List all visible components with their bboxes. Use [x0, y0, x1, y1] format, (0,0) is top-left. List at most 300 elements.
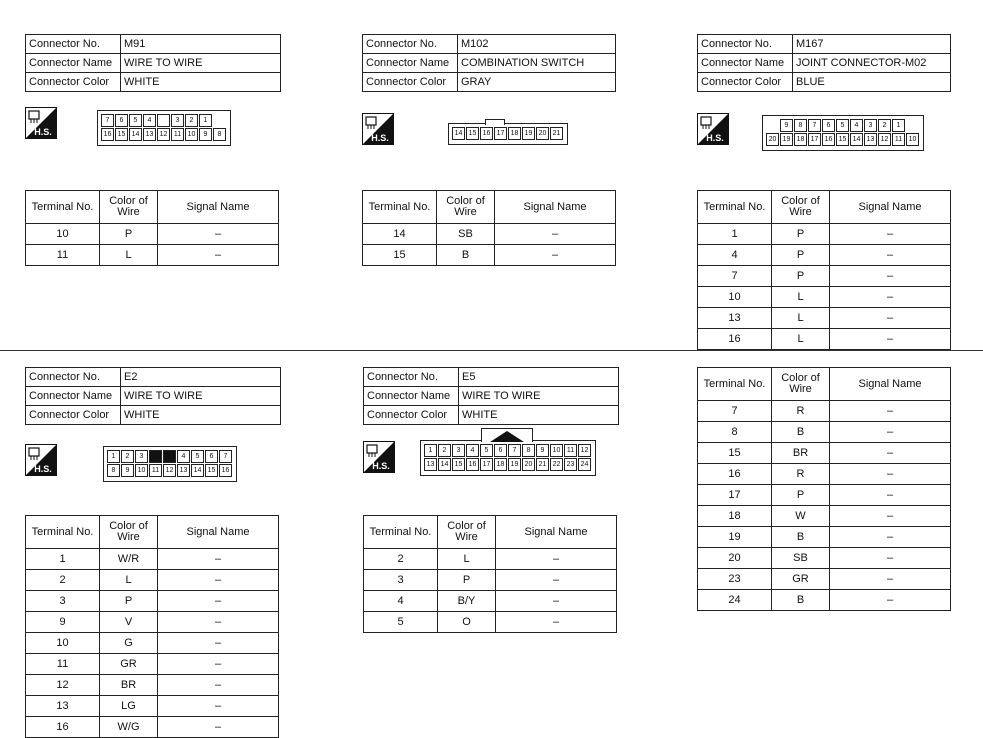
- table-row: [698, 224, 951, 245]
- terminal-no: 16: [698, 329, 772, 350]
- signal-name: –: [496, 570, 617, 591]
- signal-name: –: [830, 308, 951, 329]
- wire-color-header: [437, 191, 495, 224]
- connector-pin: [149, 450, 162, 463]
- wire-color-header-line2: Wire: [789, 383, 812, 395]
- table-row: [26, 224, 279, 245]
- terminal-no-header: Terminal No.: [26, 516, 100, 549]
- wire-color: B: [437, 245, 495, 266]
- signal-name: –: [495, 224, 616, 245]
- signal-name: –: [830, 224, 951, 245]
- connector-pin: 5: [191, 450, 204, 463]
- table-row: [363, 224, 616, 245]
- connector-no-label: Connector No.: [26, 368, 121, 387]
- wire-color: P: [438, 570, 496, 591]
- terminal-no: 16: [698, 464, 772, 485]
- connector-pin: 14: [191, 464, 204, 477]
- wire-color: P: [100, 591, 158, 612]
- connector-info-e2: [25, 367, 281, 425]
- connector-pin: 15: [452, 458, 465, 471]
- terminal-no-header: Terminal No.: [698, 191, 772, 224]
- wire-color: L: [438, 549, 496, 570]
- connector-info-m91: [25, 34, 281, 92]
- terminal-no: 24: [698, 590, 772, 611]
- connector-pin: 2: [438, 444, 451, 457]
- connector-pin: 20: [766, 133, 779, 146]
- hs-icon: [25, 107, 57, 139]
- connector-pin: 9: [199, 128, 212, 141]
- section-divider: [0, 350, 983, 351]
- connector-pin: [163, 450, 176, 463]
- connector-color-value: WHITE: [121, 73, 281, 92]
- terminal-no: 11: [26, 654, 100, 675]
- connector-info-m167: [697, 34, 951, 92]
- connector-pin: 5: [836, 119, 849, 132]
- signal-name-header: Signal Name: [495, 191, 616, 224]
- signal-name: –: [158, 696, 279, 717]
- terminal-no: 4: [364, 591, 438, 612]
- connector-pin: 15: [836, 133, 849, 146]
- table-row: [698, 422, 951, 443]
- signal-name: –: [830, 266, 951, 287]
- signal-name: –: [158, 570, 279, 591]
- table-row: [363, 245, 616, 266]
- connector-no-label: Connector No.: [26, 35, 121, 54]
- connector-pin: 24: [578, 458, 591, 471]
- terminal-no: 9: [26, 612, 100, 633]
- table-row: [26, 549, 279, 570]
- connector-pin: 10: [185, 128, 198, 141]
- connector-pin: 3: [452, 444, 465, 457]
- connector-pin: 12: [163, 464, 176, 477]
- table-row: [364, 591, 617, 612]
- terminal-no: 2: [26, 570, 100, 591]
- connector-color-label: Connector Color: [26, 73, 121, 92]
- terminal-table-m167: [697, 190, 951, 350]
- connector-pin: 6: [115, 114, 128, 127]
- signal-name: –: [830, 548, 951, 569]
- wire-color: L: [772, 329, 830, 350]
- connector-name-value: WIRE TO WIRE: [121, 387, 281, 406]
- terminal-no: 15: [698, 443, 772, 464]
- terminal-no: 11: [26, 245, 100, 266]
- signal-name-header: Signal Name: [158, 516, 279, 549]
- connector-info-e5: [363, 367, 619, 425]
- connector-pin: 3: [864, 119, 877, 132]
- wire-color-header-line1: Color of: [447, 520, 486, 532]
- terminal-no: 1: [698, 224, 772, 245]
- connector-color-label: Connector Color: [364, 406, 459, 425]
- signal-name-header: Signal Name: [830, 191, 951, 224]
- table-row: [26, 570, 279, 591]
- table-row: [698, 464, 951, 485]
- wire-color: SB: [437, 224, 495, 245]
- connector-color-label: Connector Color: [363, 73, 458, 92]
- connector-pin: 14: [438, 458, 451, 471]
- wire-color-header-line1: Color of: [781, 195, 820, 207]
- connector-face-e2: [103, 446, 237, 482]
- table-row: [698, 308, 951, 329]
- table-row: [698, 287, 951, 308]
- table-row: [698, 266, 951, 287]
- connector-no-value: M102: [458, 35, 616, 54]
- signal-name: –: [158, 612, 279, 633]
- signal-name: –: [830, 506, 951, 527]
- wire-color: SB: [772, 548, 830, 569]
- connector-pin: 3: [135, 450, 148, 463]
- terminal-no: 12: [26, 675, 100, 696]
- connector-no-value: E2: [121, 368, 281, 387]
- table-row: [698, 590, 951, 611]
- connector-pin: 15: [205, 464, 218, 477]
- wire-color-header-line2: Wire: [117, 531, 140, 543]
- connector-pin: 21: [536, 458, 549, 471]
- wire-color: P: [772, 266, 830, 287]
- connector-face-m91: [97, 110, 231, 146]
- terminal-no-header: Terminal No.: [26, 191, 100, 224]
- connector-pin: 9: [121, 464, 134, 477]
- signal-name: –: [158, 224, 279, 245]
- signal-name: –: [495, 245, 616, 266]
- connector-pin: 21: [550, 127, 563, 140]
- table-row: [698, 485, 951, 506]
- connector-pin: 22: [550, 458, 563, 471]
- connector-no-label: Connector No.: [363, 35, 458, 54]
- terminal-no: 4: [698, 245, 772, 266]
- connector-pin: 17: [494, 127, 507, 140]
- signal-name: –: [158, 549, 279, 570]
- signal-name: –: [158, 591, 279, 612]
- terminal-table-m102: [362, 190, 616, 266]
- wire-color: L: [100, 245, 158, 266]
- wire-color: GR: [772, 569, 830, 590]
- signal-name: –: [830, 485, 951, 506]
- wire-color: B: [772, 590, 830, 611]
- table-row: [698, 443, 951, 464]
- wire-color: GR: [100, 654, 158, 675]
- table-row: [26, 633, 279, 654]
- connector-pin: 15: [466, 127, 479, 140]
- wire-color: P: [772, 485, 830, 506]
- signal-name: –: [158, 675, 279, 696]
- wire-color-header-line1: Color of: [109, 195, 148, 207]
- wire-color: W: [772, 506, 830, 527]
- hs-icon: [697, 113, 729, 145]
- wire-color: G: [100, 633, 158, 654]
- terminal-table-m91: [25, 190, 279, 266]
- connector-no-value: M91: [121, 35, 281, 54]
- signal-name: –: [830, 245, 951, 266]
- connector-pin: 6: [205, 450, 218, 463]
- connector-info-m102: [362, 34, 616, 92]
- connector-pin: 1: [424, 444, 437, 457]
- signal-name: –: [830, 569, 951, 590]
- table-row: [698, 245, 951, 266]
- terminal-table-e5-continued: [697, 367, 951, 611]
- table-row: [364, 570, 617, 591]
- hs-label: H.S.: [706, 133, 724, 143]
- signal-name: –: [496, 549, 617, 570]
- terminal-no: 7: [698, 401, 772, 422]
- signal-name: –: [830, 287, 951, 308]
- connector-pin: 6: [494, 444, 507, 457]
- signal-name-header: Signal Name: [158, 191, 279, 224]
- wire-color: L: [100, 570, 158, 591]
- signal-name: –: [830, 401, 951, 422]
- terminal-no-header: Terminal No.: [363, 191, 437, 224]
- terminal-no: 15: [363, 245, 437, 266]
- table-row: [26, 245, 279, 266]
- connector-pin: 8: [794, 119, 807, 132]
- table-row: [26, 696, 279, 717]
- connector-no-label: Connector No.: [698, 35, 793, 54]
- connector-face-e5: [420, 440, 596, 476]
- hs-label: H.S.: [34, 464, 52, 474]
- connector-pin: 2: [878, 119, 891, 132]
- connector-pin: 8: [522, 444, 535, 457]
- terminal-no: 13: [698, 308, 772, 329]
- terminal-no-header: Terminal No.: [698, 368, 772, 401]
- connector-pin: 16: [466, 458, 479, 471]
- connector-name-label: Connector Name: [26, 54, 121, 73]
- connector-pin: 11: [892, 133, 905, 146]
- connector-pin: 16: [101, 128, 114, 141]
- signal-name: –: [830, 590, 951, 611]
- connector-color-label: Connector Color: [698, 73, 793, 92]
- hs-icon: [363, 441, 395, 473]
- connector-pin: 2: [185, 114, 198, 127]
- wire-color: B: [772, 527, 830, 548]
- terminal-no: 2: [364, 549, 438, 570]
- connector-name-value: JOINT CONNECTOR-M02: [793, 54, 951, 73]
- signal-name: –: [158, 245, 279, 266]
- terminal-no: 16: [26, 717, 100, 738]
- connector-pin: 10: [135, 464, 148, 477]
- wire-color-header: [772, 191, 830, 224]
- connector-pin: 17: [808, 133, 821, 146]
- terminal-no: 13: [26, 696, 100, 717]
- wire-color-header: [438, 516, 496, 549]
- connector-pin: 16: [219, 464, 232, 477]
- terminal-no: 8: [698, 422, 772, 443]
- connector-pin: 12: [157, 128, 170, 141]
- terminal-no: 1: [26, 549, 100, 570]
- wire-color: L: [772, 308, 830, 329]
- connector-pin: 13: [177, 464, 190, 477]
- connector-color-label: Connector Color: [26, 406, 121, 425]
- signal-name: –: [830, 527, 951, 548]
- table-row: [698, 401, 951, 422]
- connector-name-value: WIRE TO WIRE: [121, 54, 281, 73]
- wire-color: R: [772, 464, 830, 485]
- signal-name: –: [496, 591, 617, 612]
- wire-color: B: [772, 422, 830, 443]
- terminal-no: 18: [698, 506, 772, 527]
- connector-pin: 4: [143, 114, 156, 127]
- connector-pin: 5: [129, 114, 142, 127]
- table-row: [26, 612, 279, 633]
- wire-color: P: [772, 224, 830, 245]
- wire-color-header-line1: Color of: [109, 520, 148, 532]
- connector-face-m102: [448, 122, 568, 145]
- connector-pin: 15: [115, 128, 128, 141]
- table-row: [698, 527, 951, 548]
- connector-pin: 10: [550, 444, 563, 457]
- connector-pin: 11: [149, 464, 162, 477]
- connector-name-label: Connector Name: [698, 54, 793, 73]
- table-row: [26, 591, 279, 612]
- connector-pin: 12: [878, 133, 891, 146]
- connector-pin: 14: [452, 127, 465, 140]
- terminal-no: 3: [26, 591, 100, 612]
- wire-color: P: [100, 224, 158, 245]
- terminal-no: 17: [698, 485, 772, 506]
- wire-color-header-line2: Wire: [117, 206, 140, 218]
- wire-color: BR: [100, 675, 158, 696]
- wire-color: W/G: [100, 717, 158, 738]
- connector-pin: 9: [536, 444, 549, 457]
- signal-name: –: [496, 612, 617, 633]
- signal-name: –: [158, 717, 279, 738]
- connector-pin: 13: [143, 128, 156, 141]
- signal-name: –: [158, 633, 279, 654]
- table-row: [698, 569, 951, 590]
- wire-color-header: [772, 368, 830, 401]
- connector-pin: 1: [107, 450, 120, 463]
- terminal-no: 7: [698, 266, 772, 287]
- terminal-no-header: Terminal No.: [364, 516, 438, 549]
- connector-name-value: WIRE TO WIRE: [459, 387, 619, 406]
- hs-label: H.S.: [372, 461, 390, 471]
- hs-label: H.S.: [371, 133, 389, 143]
- terminal-no: 10: [26, 224, 100, 245]
- connector-pin: 8: [107, 464, 120, 477]
- terminal-no: 10: [698, 287, 772, 308]
- connector-pin: 16: [822, 133, 835, 146]
- connector-name-label: Connector Name: [363, 54, 458, 73]
- connector-pin: 18: [508, 127, 521, 140]
- wire-color-header: [100, 191, 158, 224]
- wire-color: BR: [772, 443, 830, 464]
- signal-name: –: [830, 422, 951, 443]
- wire-color: W/R: [100, 549, 158, 570]
- connector-face-m167: [762, 115, 924, 151]
- connector-pin: 1: [199, 114, 212, 127]
- signal-name-header: Signal Name: [496, 516, 617, 549]
- connector-pin: 19: [780, 133, 793, 146]
- connector-pin: 11: [564, 444, 577, 457]
- connector-name-label: Connector Name: [26, 387, 121, 406]
- table-row: [364, 612, 617, 633]
- connector-pin: 18: [794, 133, 807, 146]
- connector-pin: 19: [522, 127, 535, 140]
- table-row: [26, 675, 279, 696]
- connector-pin: 23: [564, 458, 577, 471]
- connector-name-label: Connector Name: [364, 387, 459, 406]
- signal-name: –: [830, 464, 951, 485]
- terminal-no: 3: [364, 570, 438, 591]
- connector-pin: 3: [171, 114, 184, 127]
- wire-color: O: [438, 612, 496, 633]
- hs-icon: [25, 444, 57, 476]
- signal-name: –: [830, 329, 951, 350]
- wire-color: P: [772, 245, 830, 266]
- connector-pin: 7: [219, 450, 232, 463]
- wire-color-header: [100, 516, 158, 549]
- connector-pin: 11: [171, 128, 184, 141]
- connector-color-value: WHITE: [459, 406, 619, 425]
- table-row: [698, 548, 951, 569]
- wire-color-header-line1: Color of: [781, 372, 820, 384]
- connector-pin: 8: [213, 128, 226, 141]
- connector-color-value: GRAY: [458, 73, 616, 92]
- connector-no-value: M167: [793, 35, 951, 54]
- connector-color-value: WHITE: [121, 406, 281, 425]
- wire-color-header-line1: Color of: [446, 195, 485, 207]
- terminal-table-e5: [363, 515, 617, 633]
- connector-pin: 14: [129, 128, 142, 141]
- terminal-no: 10: [26, 633, 100, 654]
- terminal-no: 23: [698, 569, 772, 590]
- wire-color: V: [100, 612, 158, 633]
- terminal-no: 20: [698, 548, 772, 569]
- connector-pin: 16: [480, 127, 493, 140]
- connector-pin: 7: [508, 444, 521, 457]
- connector-name-value: COMBINATION SWITCH: [458, 54, 616, 73]
- connector-pin: 4: [177, 450, 190, 463]
- wire-color-header-line2: Wire: [455, 531, 478, 543]
- wire-color: R: [772, 401, 830, 422]
- connector-pin: 13: [424, 458, 437, 471]
- connector-pin: 20: [522, 458, 535, 471]
- connector-pin: 7: [101, 114, 114, 127]
- table-row: [26, 654, 279, 675]
- connector-pin: 2: [121, 450, 134, 463]
- connector-pin: 4: [466, 444, 479, 457]
- wire-color-header-line2: Wire: [789, 206, 812, 218]
- terminal-no: 5: [364, 612, 438, 633]
- connector-pin: 4: [850, 119, 863, 132]
- table-row: [698, 329, 951, 350]
- signal-name: –: [158, 654, 279, 675]
- connector-pin: 6: [822, 119, 835, 132]
- wire-color: B/Y: [438, 591, 496, 612]
- connector-pin: 7: [808, 119, 821, 132]
- terminal-table-e2: [25, 515, 279, 738]
- connector-pin: 14: [850, 133, 863, 146]
- table-row: [26, 717, 279, 738]
- wire-color: LG: [100, 696, 158, 717]
- connector-pin: 12: [578, 444, 591, 457]
- connector-pin: 18: [494, 458, 507, 471]
- hs-icon: [362, 113, 394, 145]
- connector-pin: 20: [536, 127, 549, 140]
- signal-name: –: [830, 443, 951, 464]
- table-row: [698, 506, 951, 527]
- terminal-no: 14: [363, 224, 437, 245]
- connector-color-value: BLUE: [793, 73, 951, 92]
- connector-pin: 5: [480, 444, 493, 457]
- connector-pin: 13: [864, 133, 877, 146]
- signal-name-header: Signal Name: [830, 368, 951, 401]
- connector-pin: [157, 114, 170, 127]
- terminal-no: 19: [698, 527, 772, 548]
- connector-pin: 9: [780, 119, 793, 132]
- wire-color-header-line2: Wire: [454, 206, 477, 218]
- connector-pin: 1: [892, 119, 905, 132]
- connector-no-value: E5: [459, 368, 619, 387]
- wire-color: L: [772, 287, 830, 308]
